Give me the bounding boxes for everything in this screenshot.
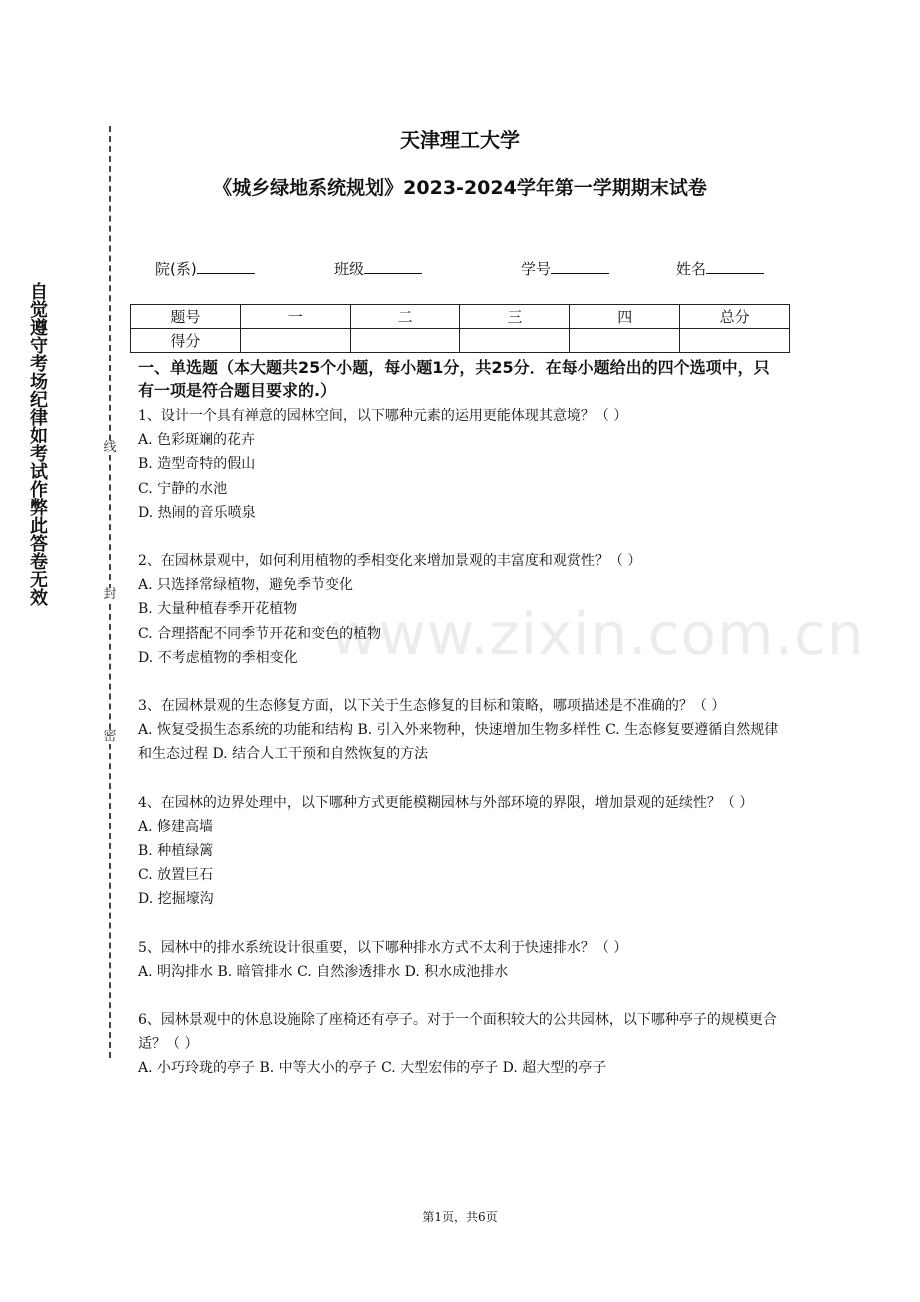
answer-option[interactable]: B. 大量种植春季开花植物 (138, 601, 298, 618)
question-stem: 3、在园林景观的生态修复方面，以下关于生态修复的目标和策略，哪项描述是不准确的？（ ） (138, 698, 726, 715)
page-footer: 第1页，共6页 (422, 1210, 498, 1224)
question-1 (138, 404, 786, 525)
answer-option[interactable]: A. 修建高墙 (138, 818, 214, 835)
question-stem: 6、园林景观中的休息设施除了座椅还有亭子。对于一个面积较大的公共园林，以下哪种亭子的规模更合适？（ ） (138, 1012, 777, 1053)
student-id-label: 学号 (521, 260, 552, 278)
answer-option[interactable]: D. 挖掘壕沟 (138, 891, 214, 908)
row-label-question-number: 题号 (131, 305, 241, 329)
watermark: www.zixin.com.cn (330, 600, 865, 668)
question-6 (138, 1008, 786, 1081)
class-field[interactable] (334, 258, 422, 279)
department-blank[interactable] (197, 258, 255, 274)
exam-discipline-notice: 自觉遵守考场纪律如考试作弊此答卷无效 (27, 282, 48, 606)
binding-mark-feng: 封 (103, 587, 117, 602)
name-label: 姓名 (676, 260, 707, 278)
university-title: 天津理工大学 (400, 128, 520, 152)
score-cell[interactable] (460, 329, 570, 353)
question-stem: 5、园林中的排水系统设计很重要，以下哪种排水方式不太利于快速排水？（ ） (138, 939, 628, 956)
answer-option[interactable]: C. 宁静的水池 (138, 480, 228, 497)
department-field[interactable] (155, 258, 255, 279)
class-blank[interactable] (364, 258, 422, 274)
answer-options-inline[interactable]: A. 小巧玲珑的亭子 B. 中等大小的亭子 C. 大型宏伟的亭子 D. 超大型的亭子 (138, 1060, 607, 1077)
score-row (131, 329, 790, 353)
name-blank[interactable] (706, 258, 764, 274)
question-stem: 2、在园林景观中，如何利用植物的季相变化来增加景观的丰富度和观赏性？（ ） (138, 553, 642, 570)
department-label: 院(系) (155, 260, 197, 278)
answer-option[interactable]: C. 合理搭配不同季节开花和变色的植物 (138, 625, 382, 642)
student-info-row (0, 258, 920, 280)
student-id-blank[interactable] (551, 258, 609, 274)
row-label-score: 得分 (131, 329, 241, 353)
column-header: 二 (350, 305, 460, 329)
column-header: 一 (240, 305, 350, 329)
score-cell[interactable] (570, 329, 680, 353)
answer-option[interactable]: C. 放置巨石 (138, 867, 214, 884)
column-header-total: 总分 (680, 305, 790, 329)
answer-options-inline[interactable]: A. 明沟排水 B. 暗管排水 C. 自然渗透排水 D. 积水成池排水 (138, 963, 509, 980)
question-2 (138, 549, 786, 670)
question-stem: 1、设计一个具有禅意的园林空间，以下哪种元素的运用更能体现其意境？（ ） (138, 408, 628, 424)
question-3 (138, 694, 786, 767)
column-header: 三 (460, 305, 570, 329)
score-table (130, 304, 790, 353)
answer-options-inline[interactable]: A. 恢复受损生态系统的功能和结构 B. 引入外来物种，快速增加生物多样性 C. 生态修复要遵循自然规律和生态过程 D. 结合人工干预和自然恢复的方法 (138, 722, 779, 763)
student-id-field[interactable] (521, 258, 609, 279)
name-field[interactable] (676, 258, 764, 279)
column-header: 四 (570, 305, 680, 329)
score-cell[interactable] (240, 329, 350, 353)
question-5 (138, 936, 786, 984)
answer-option[interactable]: D. 热闹的音乐喷泉 (138, 504, 256, 521)
answer-option[interactable]: D. 不考虑植物的季相变化 (138, 649, 298, 666)
class-label: 班级 (334, 260, 365, 278)
binding-mark-mi: 密 (103, 729, 117, 744)
binding-mark-xian: 线 (103, 440, 117, 455)
exam-title: 《城乡绿地系统规划》2023-2024学年第一学期期末试卷 (213, 177, 707, 199)
score-cell-total[interactable] (680, 329, 790, 353)
score-cell[interactable] (350, 329, 460, 353)
question-list (138, 404, 786, 1105)
answer-option[interactable]: A. 只选择常绿植物，避免季节变化 (138, 577, 354, 594)
question-number-row (131, 305, 790, 329)
answer-option[interactable]: B. 种植绿篱 (138, 843, 214, 860)
answer-option[interactable]: A. 色彩斑斓的花卉 (138, 432, 256, 449)
question-4 (138, 791, 786, 912)
question-stem: 4、在园林的边界处理中，以下哪种方式更能模糊园林与外部环境的界限，增加景观的延续性？（ ） (138, 794, 754, 811)
answer-option[interactable]: B. 造型奇特的假山 (138, 456, 256, 473)
section-heading: 一、单选题（本大题共25个小题，每小题1分，共25分．在每小题给出的四个选项中，只有一项是符合题目要求的.） (138, 358, 770, 400)
